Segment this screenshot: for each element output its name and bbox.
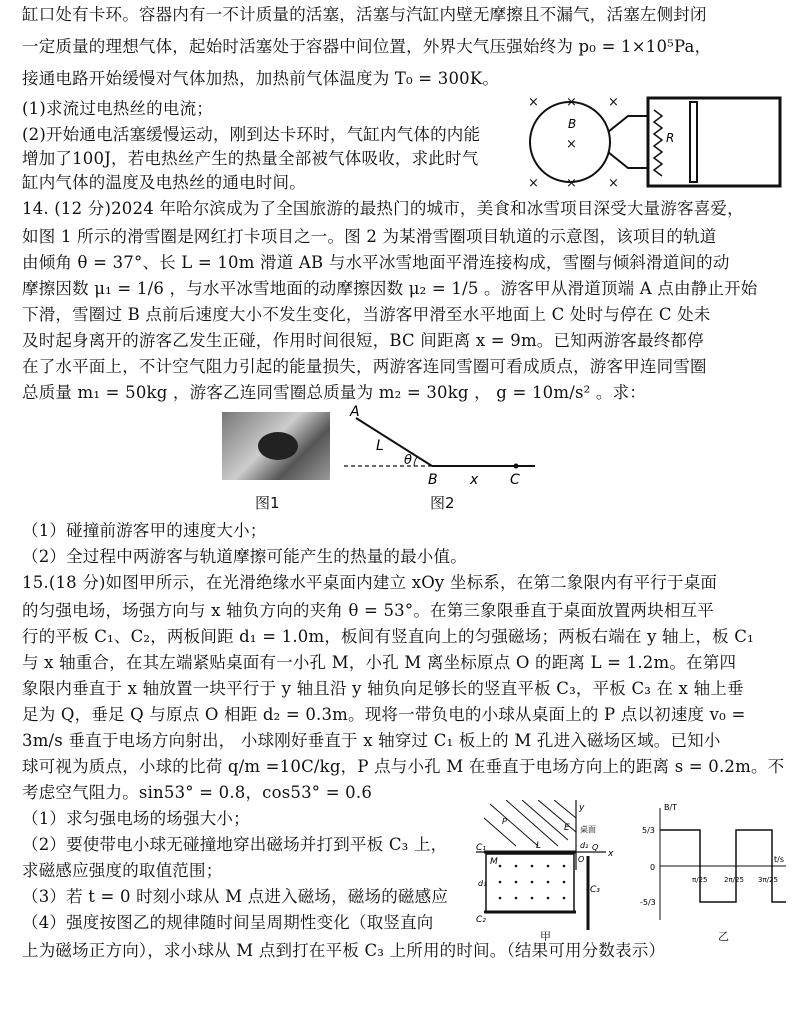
- q14-line-4: 摩擦因数 μ₁ = 1/6 ，与水平冰雪地面的动摩擦因数 μ₂ = 1/5 。游客甲从滑道顶端 A 点由静止开始: [22, 279, 758, 298]
- label-E: E: [564, 823, 570, 833]
- q15-line-1: 15.(18 分)如图甲所示，在光滑绝缘水平桌面内建立 xOy 坐标系，在第二象限内有平行于桌面: [22, 573, 718, 592]
- q13-line-1: 缸口处有卡环。容器内有一不计质量的活塞，活塞与汽缸内壁无摩擦且不漏气，活塞左侧封闭: [22, 5, 707, 24]
- q14-line-7: 在了水平面上，不计空气阻力引起的能量损失，两游客连同雪圈可看成质点，游客甲连同雪圈: [22, 357, 707, 376]
- label-t1: π/25: [692, 876, 708, 884]
- field-lines: [484, 800, 576, 846]
- cross-marks: [528, 95, 619, 191]
- label-desk: 桌面: [580, 825, 596, 834]
- label-origin: 0: [650, 863, 656, 872]
- label-d1: d₁: [478, 879, 487, 888]
- q15-question-3: （3）若 t = 0 时刻小球从 M 点进入磁场，磁场的磁感应: [22, 887, 449, 906]
- label-d2: d₂: [580, 841, 589, 850]
- q15-line-7: 3m/s 垂直于电场方向射出， 小球刚好垂直于 x 轴穿过 C₁ 板上的 M 孔进入磁场区域。已知小: [22, 731, 721, 750]
- cross-mark: ×: [608, 176, 619, 191]
- label-P: P: [502, 817, 507, 826]
- q15-question-4: （4）强度按图乙的规律随时间呈周期性变化（取竖直向: [22, 913, 434, 932]
- q13-sub-2b: 增加了100J，若电热丝产生的热量全部被气体吸收，求此时气: [22, 149, 479, 168]
- angle-arc: [414, 457, 417, 466]
- label-B-axis: B/T: [664, 803, 678, 812]
- q14-line-2: 如图 1 所示的滑雪圈是网红打卡项目之一。图 2 为某滑雪圈项目轨道的示意图，该项目的轨道: [22, 227, 717, 246]
- label-t2: 2π/25: [724, 876, 744, 884]
- label-t-axis: t/s: [774, 855, 784, 864]
- q14-line-5: 下滑，雪圈过 B 点前后速度大小不发生变化，当游客甲滑至水平地面上 C 处时与停在 C 处未: [22, 305, 711, 324]
- point-C: [514, 464, 519, 469]
- label-C2: C₂: [476, 915, 486, 925]
- q15-fig-yi-caption: 乙: [718, 930, 729, 943]
- cross-mark: ×: [566, 176, 577, 191]
- q14-line-8: 总质量 m₁ = 50kg ，游客乙连同雪圈总质量为 m₂ = 30kg ， g = 10m/s² 。求：: [22, 383, 646, 402]
- q14-line-1: 14. (12 分)2024 年哈尔滨成为了全国旅游的最热门的城市，美食和冰雪项目深受大量游客喜爱，: [22, 199, 744, 218]
- label-O: O: [578, 855, 585, 864]
- field-dots: [499, 865, 566, 900]
- label-L: L: [376, 438, 384, 454]
- piston: [690, 102, 697, 182]
- q15-question-2: （2）要使带电小球无碰撞地穿出磁场并打到平板 C₃ 上，: [22, 835, 448, 854]
- q14-fig1-caption: 图1: [255, 494, 280, 512]
- q15-line-5: 象限内垂直于 x 轴放置一块平行于 y 轴且沿 y 轴负向足够长的竖直平板 C₃，平板 C₃ 在 x 轴上垂: [22, 679, 744, 698]
- cross-mark: ×: [566, 95, 577, 110]
- label-L: L: [536, 841, 542, 851]
- q15-fig-jia-caption: 甲: [540, 930, 551, 943]
- q14-line-3: 由倾角 θ = 37°、长 L = 10m 滑道 AB 与水平冰雪地面平滑连接构成，雪圈与倾斜滑道间的动: [22, 253, 730, 272]
- q13-sub-2: (2)开始通电活塞缓慢运动，刚到达卡环时，气缸内气体的内能: [22, 125, 481, 144]
- label-Q: Q: [592, 843, 599, 852]
- q14-question-1: （1）碰撞前游客甲的速度大小；: [22, 521, 267, 540]
- q13-line-2: 一定质量的理想气体，起始时活塞处于容器中间位置，外界大气压强始终为 p₀ = 1×10⁵Pa，: [22, 37, 712, 56]
- label-C3: C₃: [590, 885, 600, 895]
- q14-line-6: 及时起身离开的游客乙发生正碰，作用时间很短，BC 间距离 x = 9m。已知两游客最终都停: [22, 331, 704, 350]
- label-x: x: [470, 472, 479, 488]
- cross-mark: ×: [528, 176, 539, 191]
- q14-question-2: （2）全过程中两游客与轨道摩擦可能产生的热量的最小值。: [22, 547, 467, 566]
- q13-sub-2c: 缸内气体的温度及电热丝的通电时间。: [22, 173, 306, 192]
- q13-figure: [520, 92, 788, 194]
- q15-line-2: 的匀强电场，场强方向与 x 轴负方向的夹角 θ = 53°。在第三象限垂直于桌面放置两块相互平: [22, 601, 714, 620]
- wire: [608, 116, 648, 168]
- slope-AB: [356, 418, 432, 466]
- heating-wire: [654, 110, 662, 176]
- label-B: B: [568, 117, 577, 131]
- q15-figure-yi: [640, 800, 790, 930]
- label-M: M: [490, 857, 498, 867]
- q13-sub-1: (1)求流过电热丝的电流；: [22, 99, 213, 118]
- label-t3: 3π/25: [758, 876, 778, 884]
- snow-tube-shape: [258, 432, 298, 460]
- label-B: B: [428, 472, 438, 488]
- q15-figure-jia: [476, 800, 626, 940]
- label-C1: C₁: [476, 843, 486, 853]
- label-ybottom: -5/3: [640, 898, 656, 907]
- q13-line-3: 接通电路开始缓慢对气体加热，加热前气体温度为 T₀ = 300K。: [22, 69, 500, 88]
- q15-line-3: 行的平板 C₁、C₂，两板间距 d₁ = 1.0m，板间有竖直向上的匀强磁场；两板右端在 y 轴上，板 C₁: [22, 627, 754, 646]
- cross-mark: ×: [566, 137, 577, 152]
- label-ytop: 5/3: [642, 826, 655, 835]
- q15-question-2b: 求磁感应强度的取值范围；: [22, 861, 223, 880]
- q14-fig1-photo: [222, 412, 330, 480]
- label-A: A: [350, 404, 360, 420]
- label-R: R: [666, 131, 675, 145]
- label-x: x: [608, 849, 614, 859]
- label-C: C: [510, 472, 520, 488]
- q15-line-4: 与 x 轴重合，在其左端紧贴桌面有一小孔 M，小孔 M 离坐标原点 O 的距离 L = 1.2m。在第四: [22, 653, 737, 672]
- q14-fig2: [340, 404, 540, 488]
- cross-mark: ×: [528, 95, 539, 110]
- label-theta: θ: [404, 453, 412, 468]
- q14-fig2-caption: 图2: [430, 494, 455, 512]
- label-y: y: [579, 803, 585, 813]
- q15-question-1: （1）求匀强电场的场强大小；: [22, 809, 250, 828]
- q15-line-6: 足为 Q，垂足 Q 与原点 O 相距 d₂ = 0.3m。现将一带负电的小球从桌面上的 P 点以初速度 v₀ =: [22, 705, 746, 724]
- q15-line-8: 球可视为质点，小球的比荷 q/m =10C/kg，P 点与小孔 M 在垂直于电场方向上的距离 s = 0.2m。不: [22, 757, 785, 776]
- q15-line-9: 考虑空气阻力。sin53° = 0.8，cos53° = 0.6: [22, 783, 373, 802]
- cross-mark: ×: [608, 95, 619, 110]
- q15-question-4b: 上为磁场正方向），求小球从 M 点到打在平板 C₃ 上所用的时间。（结果可用分数表示）: [22, 941, 666, 960]
